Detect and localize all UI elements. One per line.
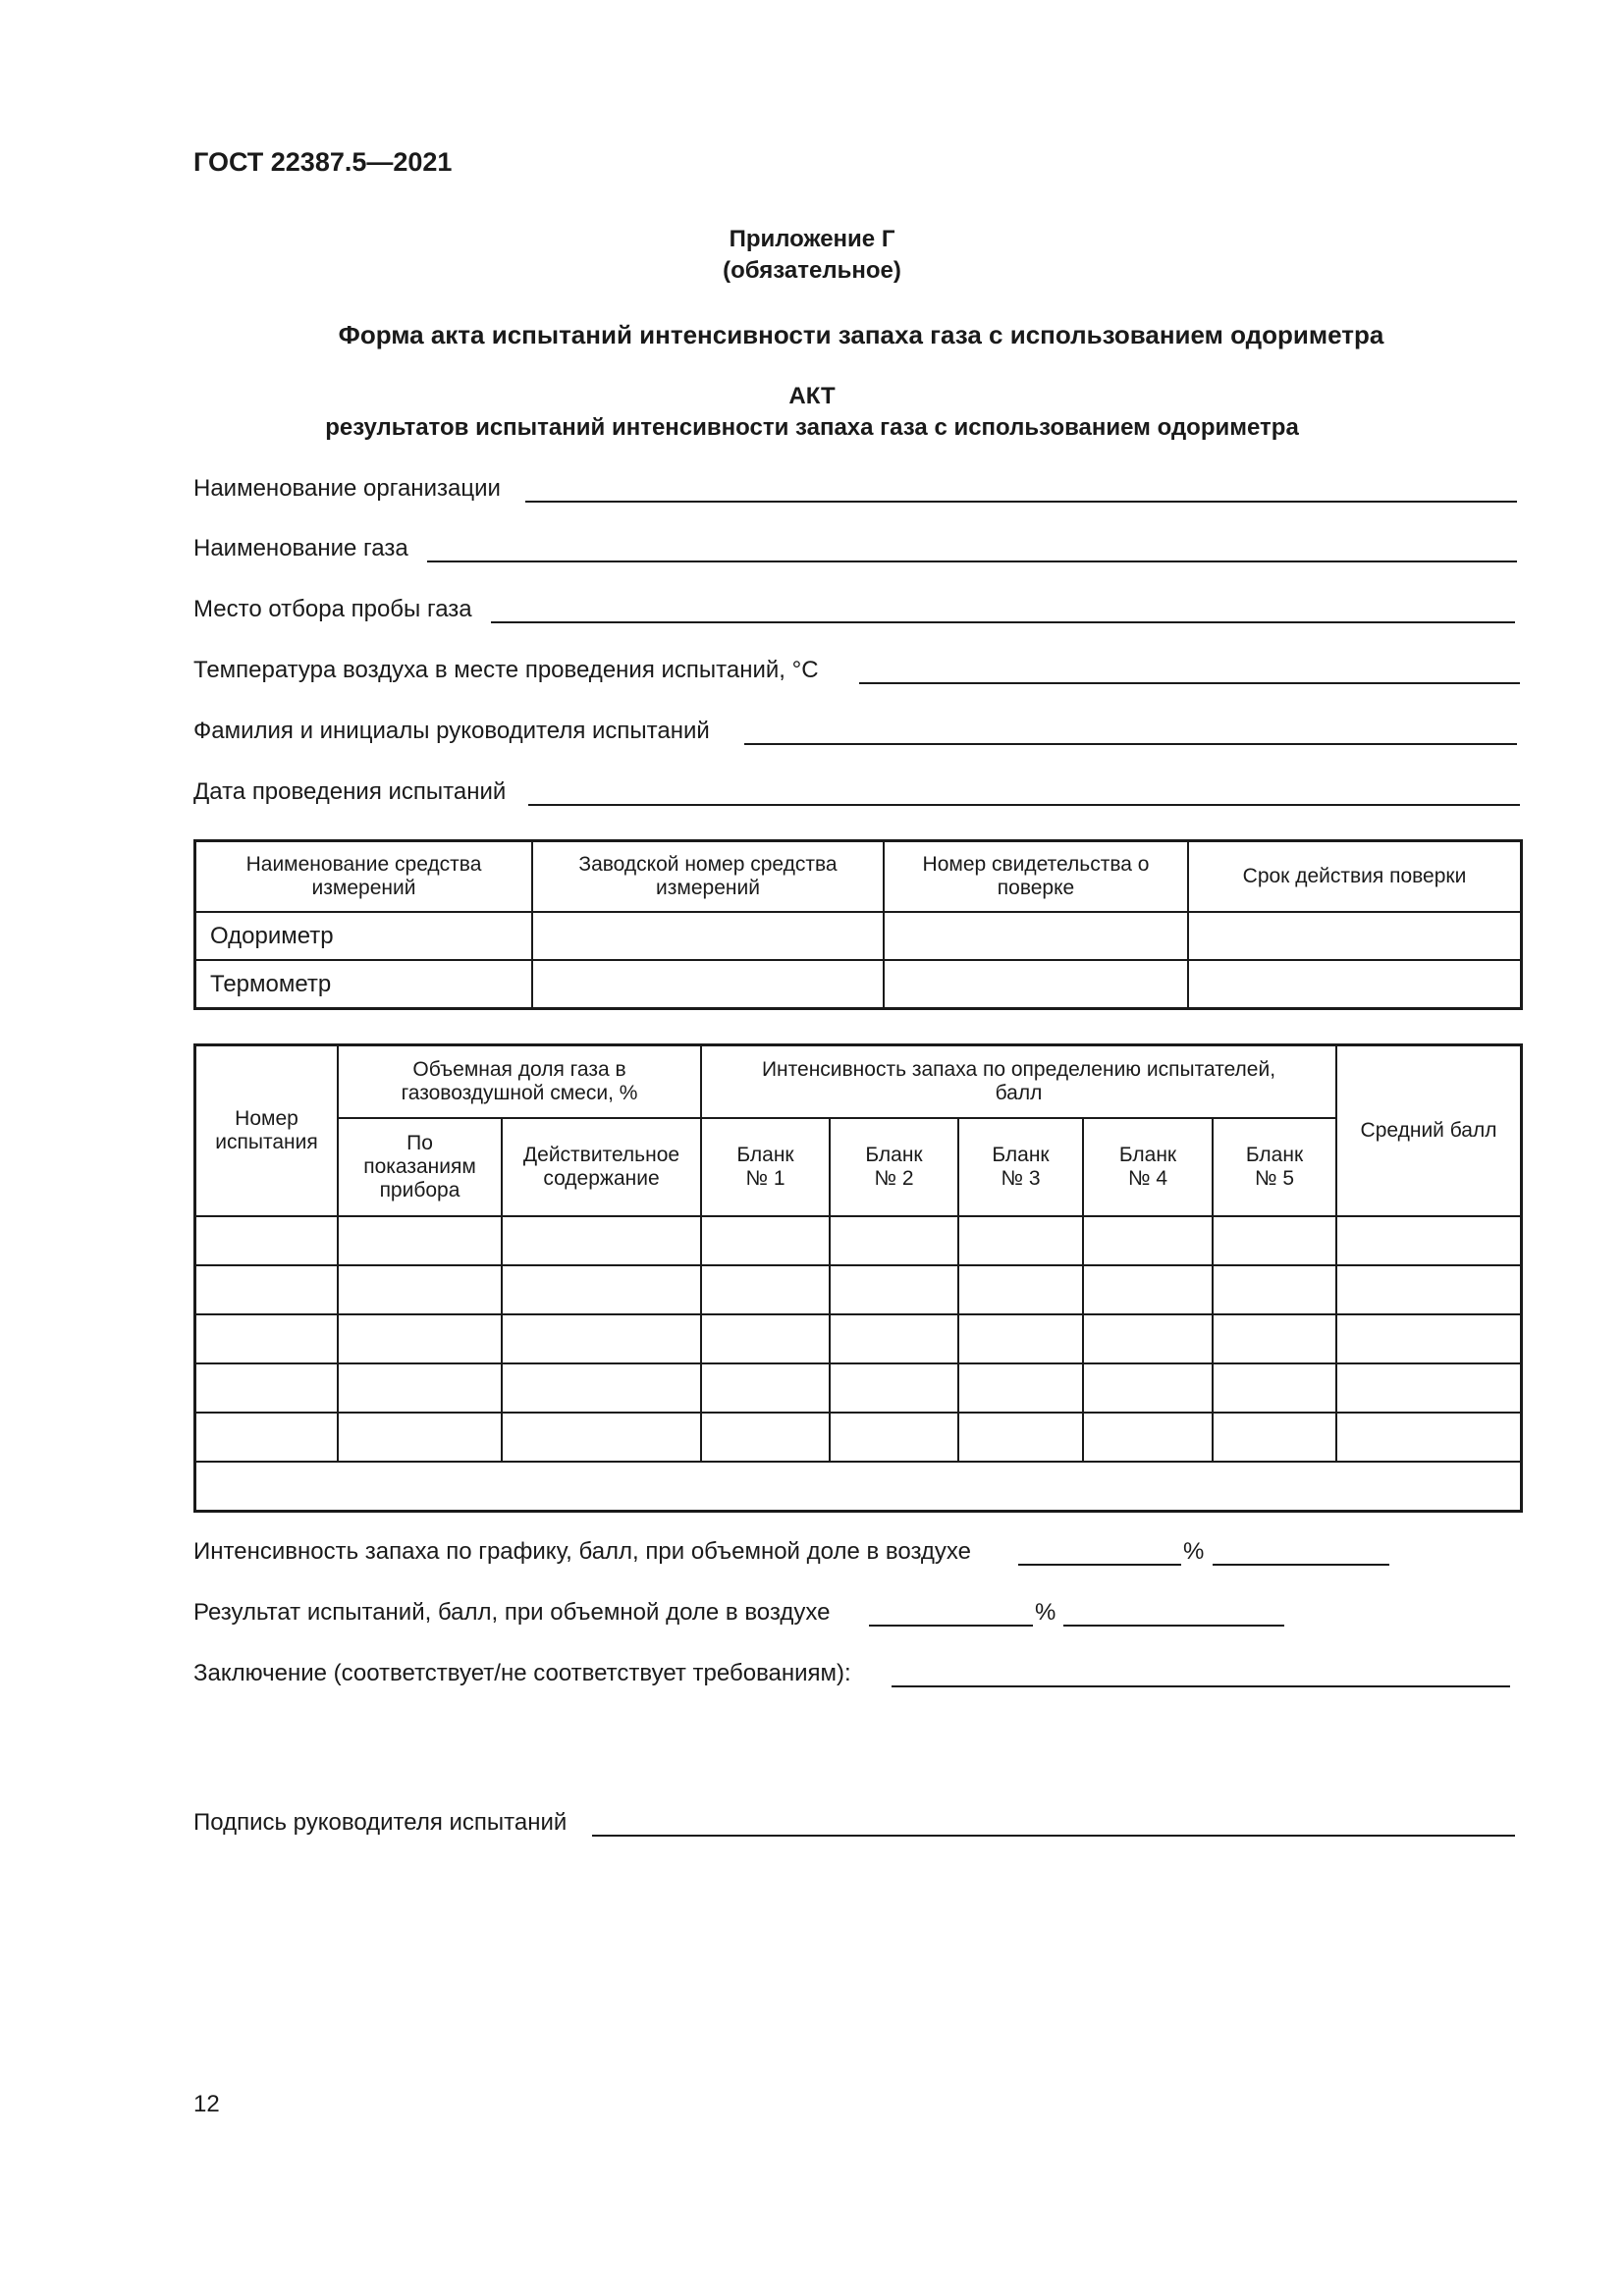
act-title: АКТ (788, 383, 836, 409)
table-cell[interactable] (1336, 1265, 1521, 1314)
conclusion-line[interactable] (892, 1685, 1510, 1687)
table-cell[interactable] (701, 1413, 830, 1462)
table-cell[interactable] (532, 960, 884, 1008)
results-header-row-1 (195, 1045, 1521, 1118)
table-cell[interactable] (338, 1413, 502, 1462)
col-form-1: Бланк № 1 (701, 1118, 830, 1216)
gas-name-label: Наименование газа (193, 535, 408, 561)
col-certificate-number: Номер свидетельства о поверке (884, 841, 1188, 912)
percent-sign: % (1035, 1599, 1056, 1626)
table-cell[interactable] (958, 1363, 1083, 1413)
percent-sign: % (1183, 1538, 1205, 1565)
table-cell[interactable] (1213, 1265, 1336, 1314)
air-temp-label: Температура воздуха в месте проведения испытаний, °C (193, 657, 819, 683)
col-serial-number: Заводской номер средства измерений (532, 841, 884, 912)
table-cell[interactable] (338, 1216, 502, 1265)
instruments-table (194, 840, 1522, 1009)
intensity-fraction-line[interactable] (1018, 1564, 1181, 1566)
col-actual-content: Действительное содержание (502, 1118, 701, 1216)
test-result-label: Результат испытаний, балл, при объемной доле в воздухе (193, 1599, 831, 1626)
table-cell[interactable] (1188, 960, 1521, 1008)
table-row (195, 1216, 1521, 1265)
table-cell[interactable] (1083, 1265, 1213, 1314)
table-cell[interactable] (1213, 1314, 1336, 1363)
table-cell[interactable] (338, 1363, 502, 1413)
intensity-score-line[interactable] (1213, 1564, 1389, 1566)
table-cell[interactable] (1188, 912, 1521, 960)
table-cell[interactable] (1083, 1363, 1213, 1413)
table-cell[interactable] (532, 912, 884, 960)
table-row (195, 1314, 1521, 1363)
col-instrument-name: Наименование средства измерений (195, 841, 532, 912)
table-row (195, 1265, 1521, 1314)
col-test-number: Номер испытания (195, 1045, 338, 1216)
standard-number: ГОСТ 22387.5—2021 (193, 147, 453, 177)
col-by-device: По показаниям прибора (338, 1118, 502, 1216)
form-title: Форма акта испытаний интенсивности запаха газа с использованием одориметра (338, 320, 1384, 349)
table-cell[interactable] (1336, 1363, 1521, 1413)
row-odorimeter: Одориметр (195, 912, 532, 960)
table-cell[interactable] (958, 1314, 1083, 1363)
table-cell[interactable] (502, 1216, 701, 1265)
test-date-line[interactable] (528, 804, 1520, 806)
table-cell[interactable] (1213, 1216, 1336, 1265)
result-fraction-line[interactable] (869, 1625, 1033, 1627)
table-cell[interactable] (1213, 1413, 1336, 1462)
appendix-status: (обязательное) (723, 257, 901, 284)
table-row (195, 1462, 1521, 1511)
table-cell[interactable] (195, 1265, 338, 1314)
col-validity-period: Срок действия поверки (1188, 841, 1521, 912)
table-cell[interactable] (338, 1265, 502, 1314)
org-name-label: Наименование организации (193, 475, 501, 502)
signature-line[interactable] (592, 1835, 1515, 1837)
sample-place-line[interactable] (491, 621, 1515, 623)
table-cell[interactable] (701, 1363, 830, 1413)
sample-place-label: Место отбора пробы газа (193, 596, 472, 622)
appendix-title: Приложение Г (729, 226, 895, 252)
table-cell[interactable] (958, 1265, 1083, 1314)
conclusion-label: Заключение (соответствует/не соответствует требованиям): (193, 1660, 851, 1686)
table-cell[interactable] (195, 1363, 338, 1413)
supervisor-label: Фамилия и инициалы руководителя испытаний (193, 718, 710, 744)
col-average-score: Средний балл (1336, 1045, 1521, 1216)
table-cell[interactable] (502, 1413, 701, 1462)
signature-label: Подпись руководителя испытаний (193, 1809, 568, 1836)
table-cell[interactable] (502, 1265, 701, 1314)
table-row (195, 912, 1521, 960)
table-cell[interactable] (195, 1314, 338, 1363)
result-score-line[interactable] (1063, 1625, 1284, 1627)
table-cell[interactable] (1213, 1363, 1336, 1413)
table-cell[interactable] (195, 1216, 338, 1265)
table-cell[interactable] (1336, 1314, 1521, 1363)
test-date-label: Дата проведения испытаний (193, 778, 507, 805)
results-header-row-2 (195, 1118, 1521, 1216)
instruments-header-row (195, 841, 1521, 912)
table-cell[interactable] (1083, 1314, 1213, 1363)
table-cell[interactable] (884, 912, 1188, 960)
gas-name-line[interactable] (427, 561, 1517, 562)
table-row (195, 1363, 1521, 1413)
table-cell[interactable] (830, 1413, 958, 1462)
table-cell[interactable] (1083, 1216, 1213, 1265)
table-row (195, 1413, 1521, 1462)
table-cell[interactable] (1336, 1413, 1521, 1462)
table-cell[interactable] (1083, 1413, 1213, 1462)
table-cell[interactable] (502, 1314, 701, 1363)
org-name-line[interactable] (525, 501, 1517, 503)
table-cell[interactable] (502, 1363, 701, 1413)
page-number: 12 (193, 2091, 220, 2117)
table-cell[interactable] (701, 1314, 830, 1363)
table-cell[interactable] (830, 1363, 958, 1413)
col-intensity: Интенсивность запаха по определению испытателей, балл (701, 1045, 1336, 1118)
table-row (195, 960, 1521, 1008)
col-form-4: Бланк № 4 (1083, 1118, 1213, 1216)
table-cell[interactable] (338, 1314, 502, 1363)
table-cell[interactable] (701, 1216, 830, 1265)
table-cell[interactable] (830, 1265, 958, 1314)
row-thermometer: Термометр (195, 960, 532, 1008)
air-temp-line[interactable] (859, 682, 1520, 684)
table-cell[interactable] (884, 960, 1188, 1008)
table-cell[interactable] (195, 1462, 1521, 1511)
table-cell[interactable] (195, 1413, 338, 1462)
results-table (194, 1044, 1522, 1512)
col-form-2: Бланк № 2 (830, 1118, 958, 1216)
col-form-3: Бланк № 3 (958, 1118, 1083, 1216)
table-cell[interactable] (958, 1216, 1083, 1265)
col-volume-fraction: Объемная доля газа в газовоздушной смеси, % (338, 1045, 701, 1118)
table-cell[interactable] (1336, 1216, 1521, 1265)
table-cell[interactable] (958, 1413, 1083, 1462)
table-cell[interactable] (830, 1314, 958, 1363)
intensity-by-graph-label: Интенсивность запаха по графику, балл, при объемной доле в воздухе (193, 1538, 972, 1565)
col-form-5: Бланк № 5 (1213, 1118, 1336, 1216)
supervisor-line[interactable] (744, 743, 1517, 745)
table-cell[interactable] (830, 1216, 958, 1265)
table-cell[interactable] (701, 1265, 830, 1314)
act-subtitle: результатов испытаний интенсивности запаха газа с использованием одориметра (325, 414, 1299, 441)
